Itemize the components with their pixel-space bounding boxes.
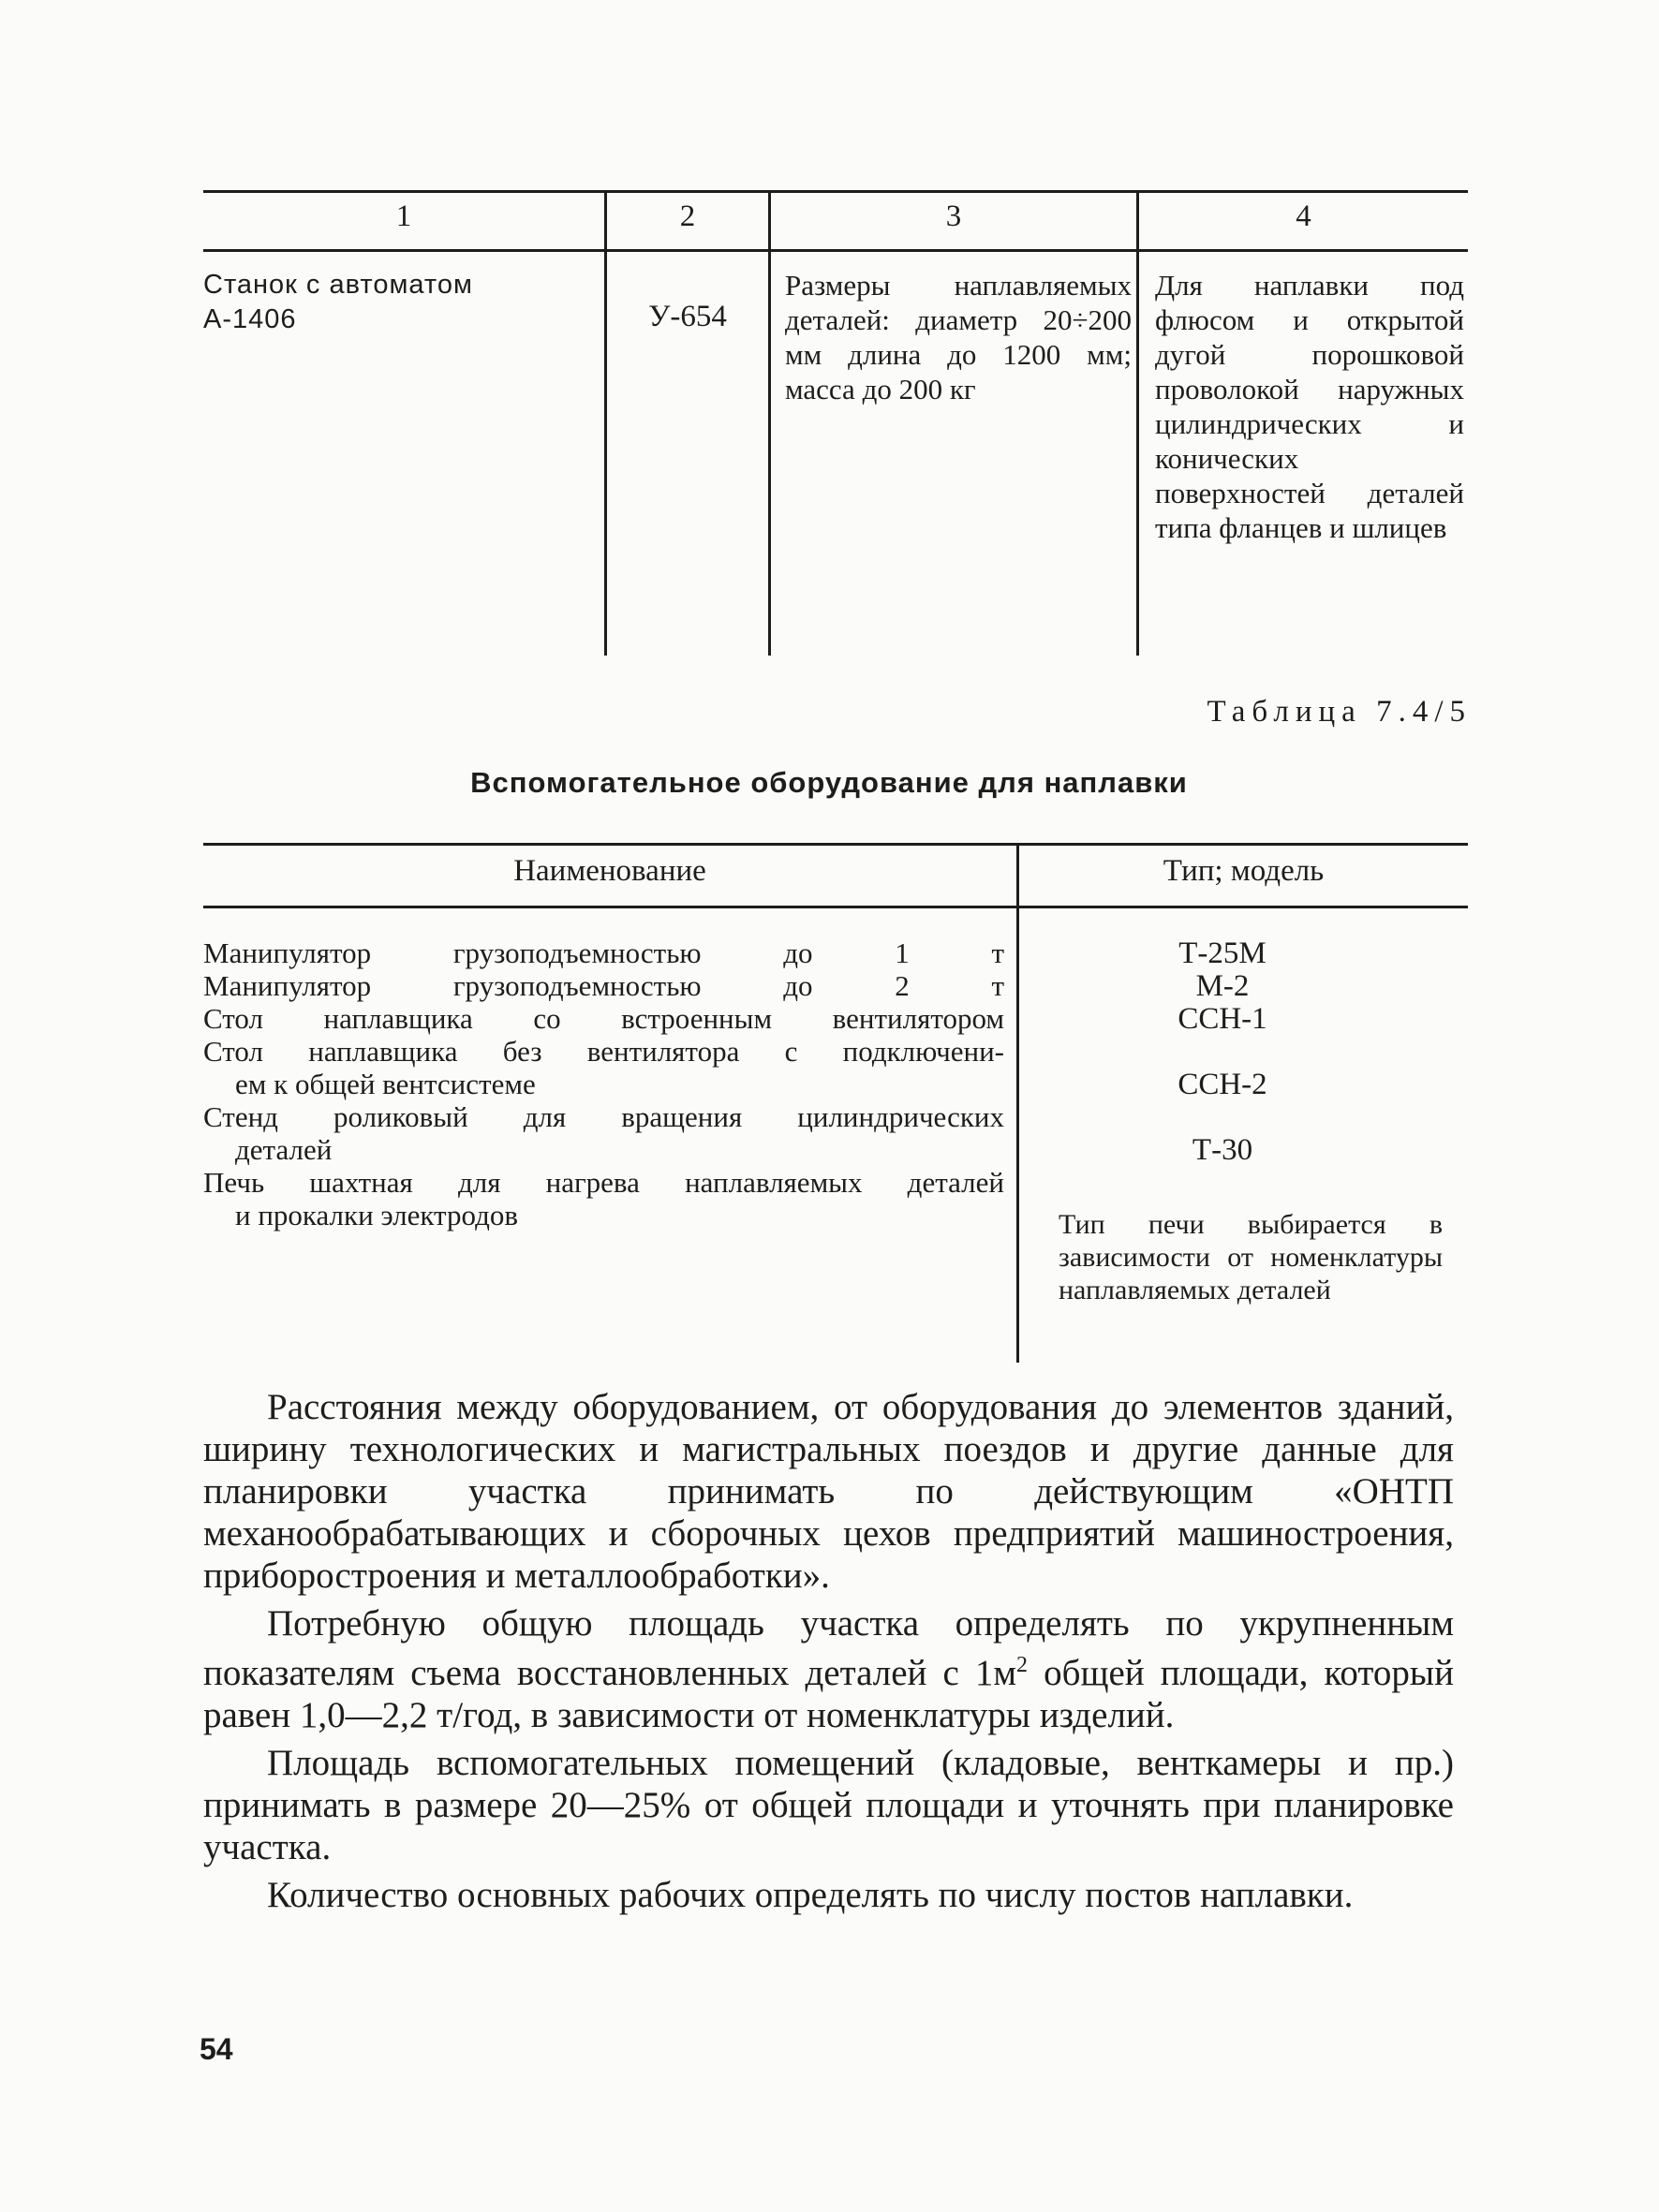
table2-header-rule xyxy=(203,906,1468,908)
row-name: Стол наплавщика без вентилятора с подключени- xyxy=(203,1035,1004,1068)
row-type: Т-30 xyxy=(1192,1133,1253,1167)
paragraph: Площадь вспомогательных помещений (кладовые, венткамеры и пр.) принимать в размере 20—25% от общей площади и уточнять при планировке участка. xyxy=(203,1743,1454,1867)
body-text xyxy=(203,1386,1454,1922)
table1-header-col4: 4 xyxy=(1296,199,1311,233)
table1-header-col1: 1 xyxy=(395,199,412,233)
table1-col-divider-3 xyxy=(1136,190,1139,656)
table2-header-type: Тип; модель xyxy=(1163,854,1325,888)
superscript: 2 xyxy=(1016,1653,1029,1677)
row-type: ССН-2 xyxy=(1178,1068,1267,1101)
table1-top-rule xyxy=(203,190,1468,193)
table1-header-col3: 3 xyxy=(945,199,962,233)
row-type: ССН-1 xyxy=(1178,1002,1267,1036)
page-number: 54 xyxy=(200,2032,233,2066)
table1-header-rule xyxy=(203,249,1468,252)
table2-name-column xyxy=(203,936,1004,1231)
row-type: Т-25М xyxy=(1178,936,1266,970)
row-name-continuation: и прокалки электродов xyxy=(235,1199,518,1231)
row-name: Печь шахтная для нагрева наплавляемых деталей xyxy=(203,1166,1004,1199)
paragraph-text: Потребную общую площадь участка определять по укрупненным показателям съема восстановленных деталей с 1м xyxy=(203,1603,1454,1693)
table1-header-col2: 2 xyxy=(679,199,696,233)
table2-header-name: Наименование xyxy=(513,854,706,888)
row-name-continuation: деталей xyxy=(235,1133,333,1166)
table-row xyxy=(203,1166,1004,1231)
table1-col-divider-2 xyxy=(768,190,771,656)
table1-cell-purpose: Для наплавки под флюсом и открытой дугой порошковой проволокой наружных цилиндрических и конических поверхностей деталей типа фланцев и шлицев xyxy=(1155,269,1464,544)
table-row xyxy=(203,1002,1004,1035)
table2-top-rule xyxy=(203,843,1468,846)
paragraph xyxy=(203,1602,1454,1736)
row-name: Манипулятор грузоподъемностью до 1 т xyxy=(203,936,1004,969)
table1-col-divider-1 xyxy=(604,190,607,656)
table1-cell-name: Станок с автоматом А-1406 xyxy=(203,270,473,334)
table1-cell-model: У-654 xyxy=(648,300,727,333)
furnace-type-note: Тип печи выбирается в зависимости от номенклатуры наплавляемых деталей xyxy=(1059,1209,1443,1305)
table-row xyxy=(203,969,1004,1002)
table-title: Вспомогательное оборудование для наплавки xyxy=(470,766,1188,799)
table-row xyxy=(203,936,1004,969)
row-type: М-2 xyxy=(1195,969,1250,1003)
row-name-continuation: ем к общей вентсистеме xyxy=(235,1068,536,1100)
row-name: Стол наплавщика со встроенным вентилятором xyxy=(203,1002,1004,1035)
paragraph: Расстояния между оборудованием, от оборудования до элементов зданий, ширину технологических и магистральных поездов и другие данные для планировки участка принимать по действующим «ОНТП механообрабатывающих и сборочных цехов предприятий машиностроения, приборостроения и металлообработки». xyxy=(203,1387,1454,1596)
row-name: Стенд роликовый для вращения цилиндрических xyxy=(203,1100,1004,1133)
table-row xyxy=(203,1100,1004,1166)
paragraph: Количество основных рабочих определять по числу постов наплавки. xyxy=(267,1875,1354,1915)
row-name: Манипулятор грузоподъемностью до 2 т xyxy=(203,969,1004,1002)
table-row xyxy=(203,1035,1004,1100)
table2-col-divider xyxy=(1016,843,1019,1363)
table-number: Таблица 7.4/5 xyxy=(1207,695,1472,729)
table1-cell-sizes: Размеры наплавляемых деталей: диаметр 20÷200 мм длина до 1200 мм; масса до 200 кг xyxy=(785,269,1132,406)
paragraph-text: общей площади, который равен 1,0—2,2 т/год, в зависимости от номенклатуры изделий. xyxy=(203,1653,1454,1735)
